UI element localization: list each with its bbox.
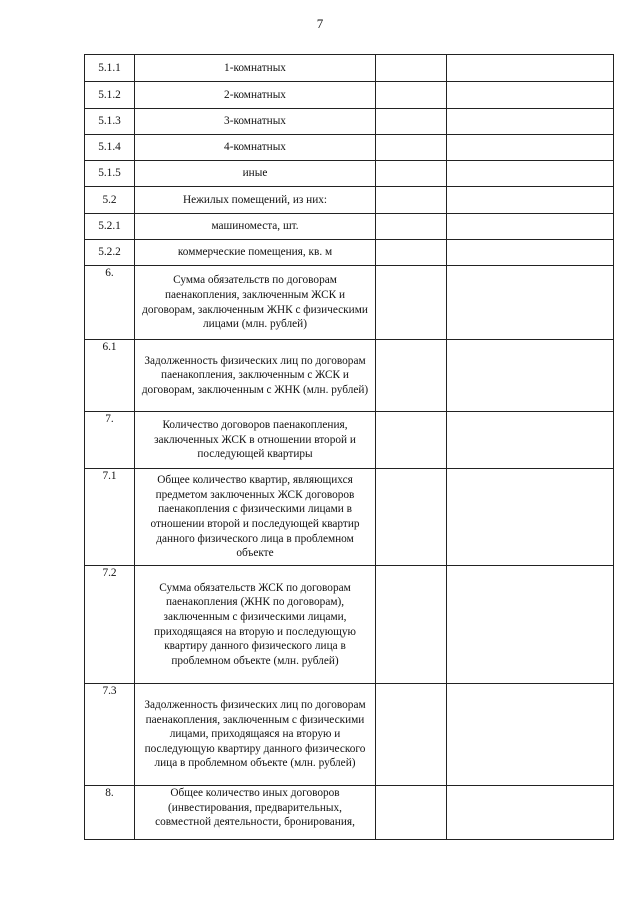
value-cell-b	[447, 266, 614, 340]
table-row	[85, 266, 614, 340]
value-cell-b	[447, 187, 614, 214]
row-number: 5.1.1	[85, 55, 135, 82]
value-cell-b	[447, 109, 614, 135]
table-row	[85, 240, 614, 266]
row-description: Количество договоров паенакопления, заключенных ЖСК в отношении второй и последующей квартиры	[135, 412, 376, 469]
row-number: 5.2.1	[85, 214, 135, 240]
table-row	[85, 469, 614, 566]
row-description: машиноместа, шт.	[135, 214, 376, 240]
table-row	[85, 340, 614, 412]
table-row	[85, 566, 614, 684]
row-number: 5.1.5	[85, 161, 135, 187]
value-cell-b	[447, 135, 614, 161]
table-row	[85, 214, 614, 240]
value-cell-a	[376, 240, 447, 266]
row-number: 5.2	[85, 187, 135, 214]
table-row	[85, 684, 614, 786]
value-cell-a	[376, 266, 447, 340]
row-number: 7.2	[85, 566, 135, 684]
row-number: 5.2.2	[85, 240, 135, 266]
value-cell-a	[376, 82, 447, 109]
table-row	[85, 187, 614, 214]
value-cell-a	[376, 684, 447, 786]
value-cell-b	[447, 566, 614, 684]
value-cell-a	[376, 187, 447, 214]
value-cell-b	[447, 340, 614, 412]
row-description: 3-комнатных	[135, 109, 376, 135]
value-cell-a	[376, 340, 447, 412]
value-cell-b	[447, 786, 614, 840]
row-number: 7.1	[85, 469, 135, 566]
value-cell-b	[447, 214, 614, 240]
value-cell-a	[376, 214, 447, 240]
value-cell-a	[376, 55, 447, 82]
value-cell-a	[376, 566, 447, 684]
row-number: 8.	[85, 786, 135, 840]
row-description: Сумма обязательств ЖСК по договорам паенакопления (ЖНК по договорам), заключенным с физическими лицами, приходящаяся на вторую и последующую квартиру данного физического лица в проблемном объекте (млн. рублей)	[135, 566, 376, 684]
row-description: 2-комнатных	[135, 82, 376, 109]
table-row	[85, 412, 614, 469]
row-description: Задолженность физических лиц по договорам паенакопления, заключенным с физическими лицами, приходящаяся на вторую и последующую квартиру данного физического лица в проблемном объекте (млн. рублей)	[135, 684, 376, 786]
report-table	[84, 54, 614, 840]
table-row	[85, 135, 614, 161]
value-cell-a	[376, 469, 447, 566]
value-cell-a	[376, 161, 447, 187]
value-cell-b	[447, 161, 614, 187]
row-number: 7.3	[85, 684, 135, 786]
row-number: 6.1	[85, 340, 135, 412]
value-cell-b	[447, 55, 614, 82]
value-cell-a	[376, 135, 447, 161]
value-cell-a	[376, 412, 447, 469]
row-number: 6.	[85, 266, 135, 340]
value-cell-b	[447, 82, 614, 109]
table-row	[85, 161, 614, 187]
table-row	[85, 55, 614, 82]
value-cell-a	[376, 786, 447, 840]
row-description: иные	[135, 161, 376, 187]
row-description: Сумма обязательств по договорам паенакопления, заключенным ЖСК и договорам, заключенным ЖНК с физическими лицами (млн. рублей)	[135, 266, 376, 340]
row-number: 5.1.2	[85, 82, 135, 109]
row-description: Нежилых помещений, из них:	[135, 187, 376, 214]
table-row	[85, 109, 614, 135]
row-description: 1-комнатных	[135, 55, 376, 82]
row-number: 5.1.3	[85, 109, 135, 135]
row-description: Общее количество квартир, являющихся предметом заключенных ЖСК договоров паенакопления с физическими лицами в отношении второй и последующей квартир данного физического лица в проблемном объекте	[135, 469, 376, 566]
value-cell-a	[376, 109, 447, 135]
value-cell-b	[447, 469, 614, 566]
row-description: Задолженность физических лиц по договорам паенакопления, заключенным с ЖСК и договорам, заключенным с ЖНК (млн. рублей)	[135, 340, 376, 412]
value-cell-b	[447, 412, 614, 469]
row-description: Общее количество иных договоров (инвестирования, предварительных, совместной деятельности, бронирования,	[135, 786, 376, 840]
table-row	[85, 82, 614, 109]
value-cell-b	[447, 240, 614, 266]
row-number: 5.1.4	[85, 135, 135, 161]
row-number: 7.	[85, 412, 135, 469]
row-description: 4-комнатных	[135, 135, 376, 161]
value-cell-b	[447, 684, 614, 786]
page-number: 7	[316, 16, 324, 31]
row-description: коммерческие помещения, кв. м	[135, 240, 376, 266]
table-row	[85, 786, 614, 840]
